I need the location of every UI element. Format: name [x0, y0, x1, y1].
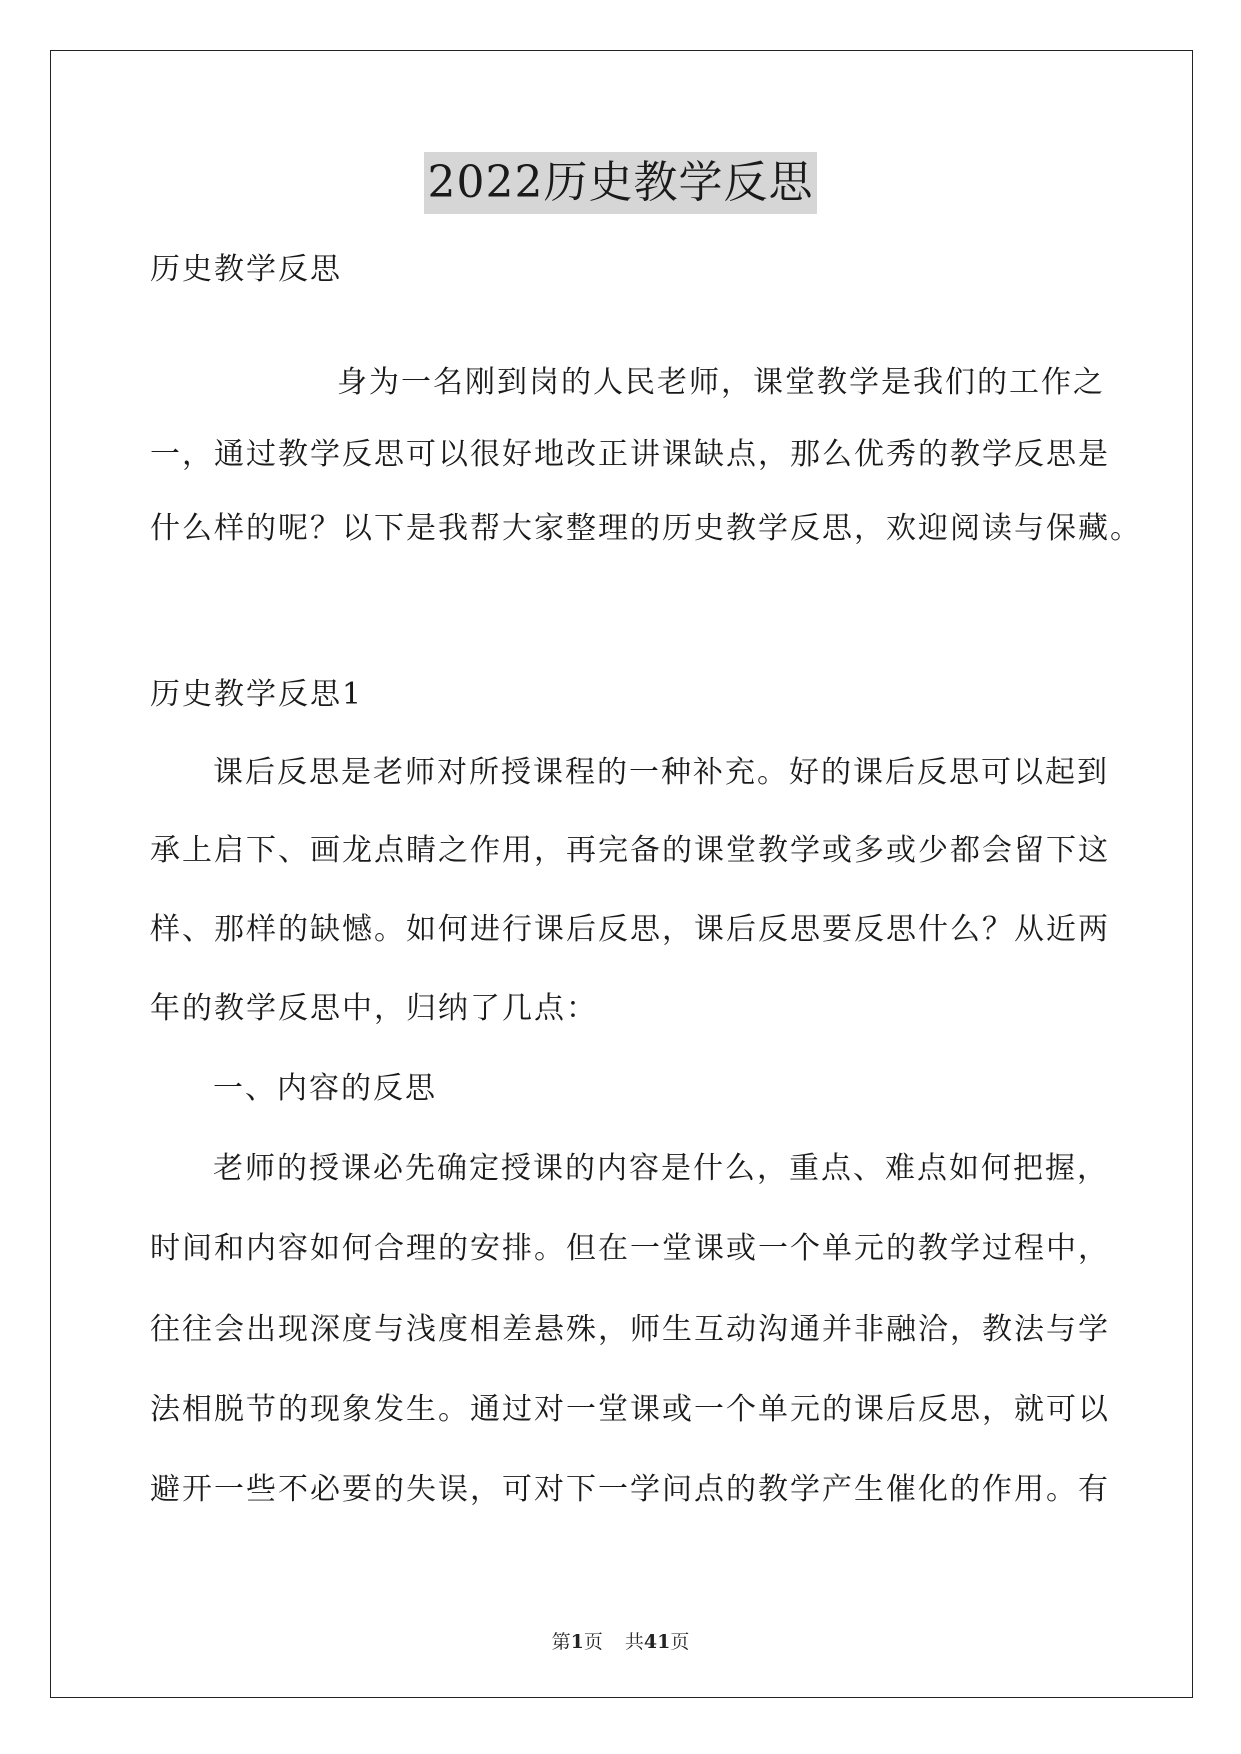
total-suffix: 页	[670, 1631, 690, 1653]
body-line: 避开一些不必要的失误，可对下一学问点的教学产生催化的作用。有	[150, 1472, 1110, 1507]
body-line: 承上启下、画龙点睛之作用，再完备的课堂教学或多或少都会留下这	[150, 833, 1110, 868]
page-footer	[0, 1630, 1241, 1654]
page-border	[50, 50, 1193, 1698]
page-number: 1	[570, 1631, 584, 1653]
body-line: 年的教学反思中，归纳了几点：	[150, 991, 598, 1026]
section-heading: 历史教学反思1	[150, 677, 364, 712]
body-line: 课后反思是老师对所授课程的一种补充。好的课后反思可以起到	[213, 755, 1109, 790]
body-line: 往往会出现深度与浅度相差悬殊，师生互动沟通并非融洽，教法与学	[150, 1312, 1110, 1347]
document-title	[0, 152, 1241, 214]
body-line: 老师的授课必先确定授课的内容是什么，重点、难点如何把握，	[213, 1151, 1109, 1186]
intro-line: 什么样的呢？以下是我帮大家整理的历史教学反思，欢迎阅读与保藏。	[150, 511, 1142, 546]
body-line: 样、那样的缺憾。如何进行课后反思，课后反思要反思什么？从近两	[150, 912, 1110, 947]
page-suffix: 页	[583, 1631, 603, 1653]
intro-line: 身为一名刚到岗的人民老师，课堂教学是我们的工作之	[337, 365, 1105, 400]
intro-line: 一，通过教学反思可以很好地改正讲课缺点，那么优秀的教学反思是	[150, 437, 1110, 472]
body-line: 法相脱节的现象发生。通过对一堂课或一个单元的课后反思，就可以	[150, 1392, 1110, 1427]
total-pages: 41	[643, 1631, 671, 1653]
document-title-text: 2022历史教学反思	[424, 152, 818, 214]
body-subheading: 一、内容的反思	[213, 1071, 437, 1106]
total-prefix: 共	[624, 1631, 644, 1653]
page-prefix: 第	[551, 1631, 571, 1653]
body-line: 时间和内容如何合理的安排。但在一堂课或一个单元的教学过程中，	[150, 1231, 1110, 1266]
subheading: 历史教学反思	[150, 252, 342, 287]
